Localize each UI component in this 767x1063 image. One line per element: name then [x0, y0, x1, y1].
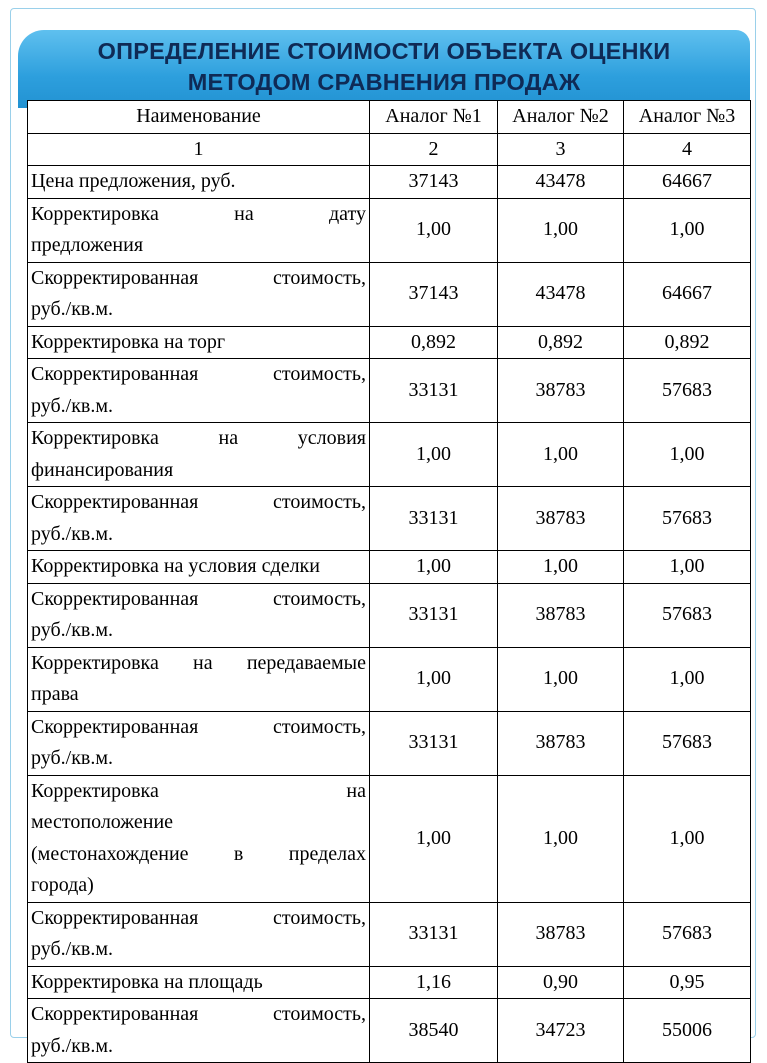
row-label	[28, 166, 370, 199]
column-number: 2	[370, 133, 498, 166]
value-cell: 43478	[498, 166, 624, 199]
table-row	[28, 775, 751, 902]
value-cell: 57683	[624, 711, 751, 775]
value-cell: 1,16	[370, 966, 498, 999]
row-label	[28, 262, 370, 326]
value-cell: 1,00	[498, 775, 624, 902]
row-label-line: местоположение	[31, 811, 174, 833]
value-cell: 1,00	[370, 775, 498, 902]
value-cell: 33131	[370, 711, 498, 775]
row-label-line: руб./кв.м.	[31, 298, 114, 320]
row-label-line: права	[31, 683, 79, 705]
row-label-line: (местонахождение в пределах	[31, 842, 366, 865]
row-label-line: Скорректированная стоимость,	[31, 266, 366, 289]
comparison-table	[27, 100, 751, 1063]
table-row	[28, 326, 751, 359]
value-cell: 38783	[498, 583, 624, 647]
row-label-line: Цена предложения, руб.	[31, 170, 236, 192]
table-row	[28, 551, 751, 584]
value-cell: 1,00	[624, 775, 751, 902]
row-label-line: руб./кв.м.	[31, 394, 114, 417]
table-row	[28, 166, 751, 199]
value-cell: 33131	[370, 487, 498, 551]
table-row	[28, 359, 751, 423]
row-label-line: руб./кв.м.	[31, 522, 114, 545]
row-label-line: города)	[31, 874, 94, 896]
table-row	[28, 711, 751, 775]
row-label	[28, 551, 370, 584]
table-row	[28, 647, 751, 711]
row-label	[28, 775, 370, 902]
value-cell: 38783	[498, 711, 624, 775]
header-cell: Наименование	[28, 101, 370, 134]
row-label-line: руб./кв.м.	[31, 938, 114, 960]
row-label	[28, 711, 370, 775]
value-cell: 0,95	[624, 966, 751, 999]
row-label	[28, 198, 370, 262]
row-label-line: Корректировка на торг	[31, 330, 226, 353]
value-cell: 1,00	[498, 198, 624, 262]
value-cell: 0,892	[370, 326, 498, 359]
value-cell: 34723	[498, 999, 624, 1063]
row-label-line: финансирования	[31, 458, 174, 481]
value-cell: 1,00	[624, 423, 751, 487]
column-number: 4	[624, 133, 751, 166]
row-label-line: Скорректированная стоимость,	[31, 587, 366, 610]
row-label	[28, 966, 370, 999]
row-label	[28, 902, 370, 966]
row-label-line: Корректировка на дату	[31, 202, 366, 225]
value-cell: 55006	[624, 999, 751, 1063]
value-cell: 37143	[370, 166, 498, 199]
row-label	[28, 999, 370, 1063]
row-label-line: Корректировка на площадь	[31, 970, 263, 993]
value-cell: 37143	[370, 262, 498, 326]
row-label-line: Корректировка на условия сделки	[31, 555, 320, 577]
title-banner	[18, 30, 750, 108]
row-label-line: Скорректированная стоимость,	[31, 1003, 366, 1025]
row-label-line: Корректировка на условия	[31, 427, 366, 449]
column-number: 3	[498, 133, 624, 166]
table-row	[28, 583, 751, 647]
value-cell: 0,892	[498, 326, 624, 359]
value-cell: 33131	[370, 583, 498, 647]
value-cell: 64667	[624, 166, 751, 199]
row-label	[28, 487, 370, 551]
row-label-line: руб./кв.м.	[31, 619, 114, 641]
table-row	[28, 423, 751, 487]
value-cell: 1,00	[370, 551, 498, 584]
value-cell: 38540	[370, 999, 498, 1063]
value-cell: 1,00	[370, 198, 498, 262]
slide-title-line-1: ОПРЕДЕЛЕНИЕ СТОИМОСТИ ОБЪЕКТА ОЦЕНКИ	[97, 38, 671, 64]
column-number: 1	[28, 133, 370, 166]
row-label	[28, 647, 370, 711]
header-cell: Аналог №3	[624, 101, 751, 134]
header-cell: Аналог №1	[370, 101, 498, 134]
value-cell: 33131	[370, 359, 498, 423]
table-row	[28, 966, 751, 999]
row-label	[28, 326, 370, 359]
table-row	[28, 262, 751, 326]
row-label	[28, 583, 370, 647]
slide-title	[98, 36, 671, 98]
value-cell: 57683	[624, 487, 751, 551]
value-cell: 33131	[370, 902, 498, 966]
value-cell: 1,00	[624, 551, 751, 584]
table-row	[28, 902, 751, 966]
row-label-line: Скорректированная стоимость,	[31, 491, 366, 513]
value-cell: 57683	[624, 359, 751, 423]
value-cell: 1,00	[624, 198, 751, 262]
value-cell: 0,90	[498, 966, 624, 999]
value-cell: 38783	[498, 487, 624, 551]
value-cell: 1,00	[498, 423, 624, 487]
row-label-line: руб./кв.м.	[31, 1034, 114, 1057]
value-cell: 1,00	[624, 647, 751, 711]
value-cell: 1,00	[498, 551, 624, 584]
value-cell: 57683	[624, 583, 751, 647]
row-label-line: Корректировка на передаваемые	[31, 651, 366, 674]
value-cell: 43478	[498, 262, 624, 326]
value-cell: 1,00	[370, 647, 498, 711]
row-label-line: предложения	[31, 234, 144, 256]
value-cell: 1,00	[370, 423, 498, 487]
value-cell: 38783	[498, 902, 624, 966]
row-label	[28, 359, 370, 423]
column-number-row	[28, 133, 751, 166]
table-row	[28, 487, 751, 551]
table-row	[28, 999, 751, 1063]
header-cell: Аналог №2	[498, 101, 624, 134]
value-cell: 0,892	[624, 326, 751, 359]
slide-title-line-2: МЕТОДОМ СРАВНЕНИЯ ПРОДАЖ	[187, 69, 581, 95]
row-label-line: руб./кв.м.	[31, 747, 114, 769]
row-label-line: Скорректированная стоимость,	[31, 363, 366, 385]
row-label-line: Корректировка на	[31, 779, 366, 802]
value-cell: 57683	[624, 902, 751, 966]
row-label-line: Скорректированная стоимость,	[31, 715, 366, 738]
value-cell: 1,00	[498, 647, 624, 711]
row-label-line: Скорректированная стоимость,	[31, 906, 366, 929]
value-cell: 64667	[624, 262, 751, 326]
value-cell: 38783	[498, 359, 624, 423]
table-row	[28, 198, 751, 262]
row-label	[28, 423, 370, 487]
header-row	[28, 101, 751, 134]
